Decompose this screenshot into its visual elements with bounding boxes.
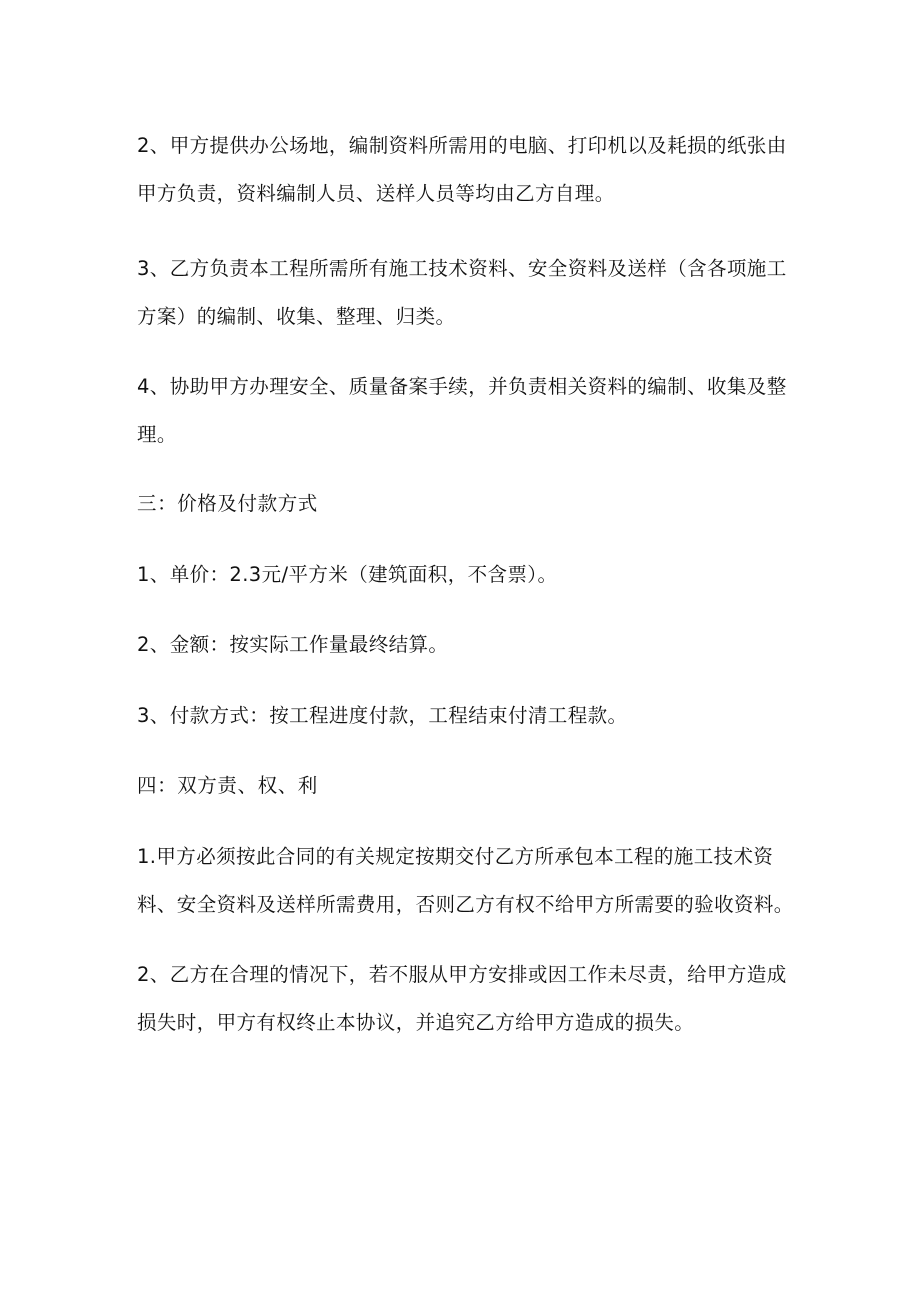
payment-method-clause: 3、付款方式：按工程进度付款，工程结束付清工程款。 — [137, 704, 628, 727]
duty-clause-party-b: 2、乙方在合理的情况下，若不服从甲方安排或因工作未尽责，给甲方造成损失时，甲方有权终止本协议，并追究乙方给甲方造成的损失。 — [137, 963, 787, 1034]
section-heading-price-payment: 三：价格及付款方式 — [137, 492, 318, 515]
section-heading-rights-duties: 四：双方责、权、利 — [137, 774, 318, 797]
clause-2-office-space: 2、甲方提供办公场地，编制资料所需用的电脑、打印机以及耗损的纸张由甲方负责，资料编制人员、送样人员等均由乙方自理。 — [137, 134, 787, 205]
duty-clause-party-a: 1.甲方必须按此合同的有关规定按期交付乙方所承包本工程的施工技术资料、安全资料及送样所需费用，否则乙方有权不给甲方所需要的验收资料。 — [137, 845, 794, 916]
clause-3-party-b-duties: 3、乙方负责本工程所需所有施工技术资料、安全资料及送样（含各项施工方案）的编制、收集、整理、归类。 — [137, 257, 787, 328]
price-amount-clause: 2、金额：按实际工作量最终结算。 — [137, 633, 449, 656]
price-unit-clause: 1、单价：2.3元/平方米（建筑面积，不含票）。 — [137, 563, 558, 586]
clause-4-filing-assistance: 4、协助甲方办理安全、质量备案手续，并负责相关资料的编制、收集及整理。 — [137, 375, 787, 446]
